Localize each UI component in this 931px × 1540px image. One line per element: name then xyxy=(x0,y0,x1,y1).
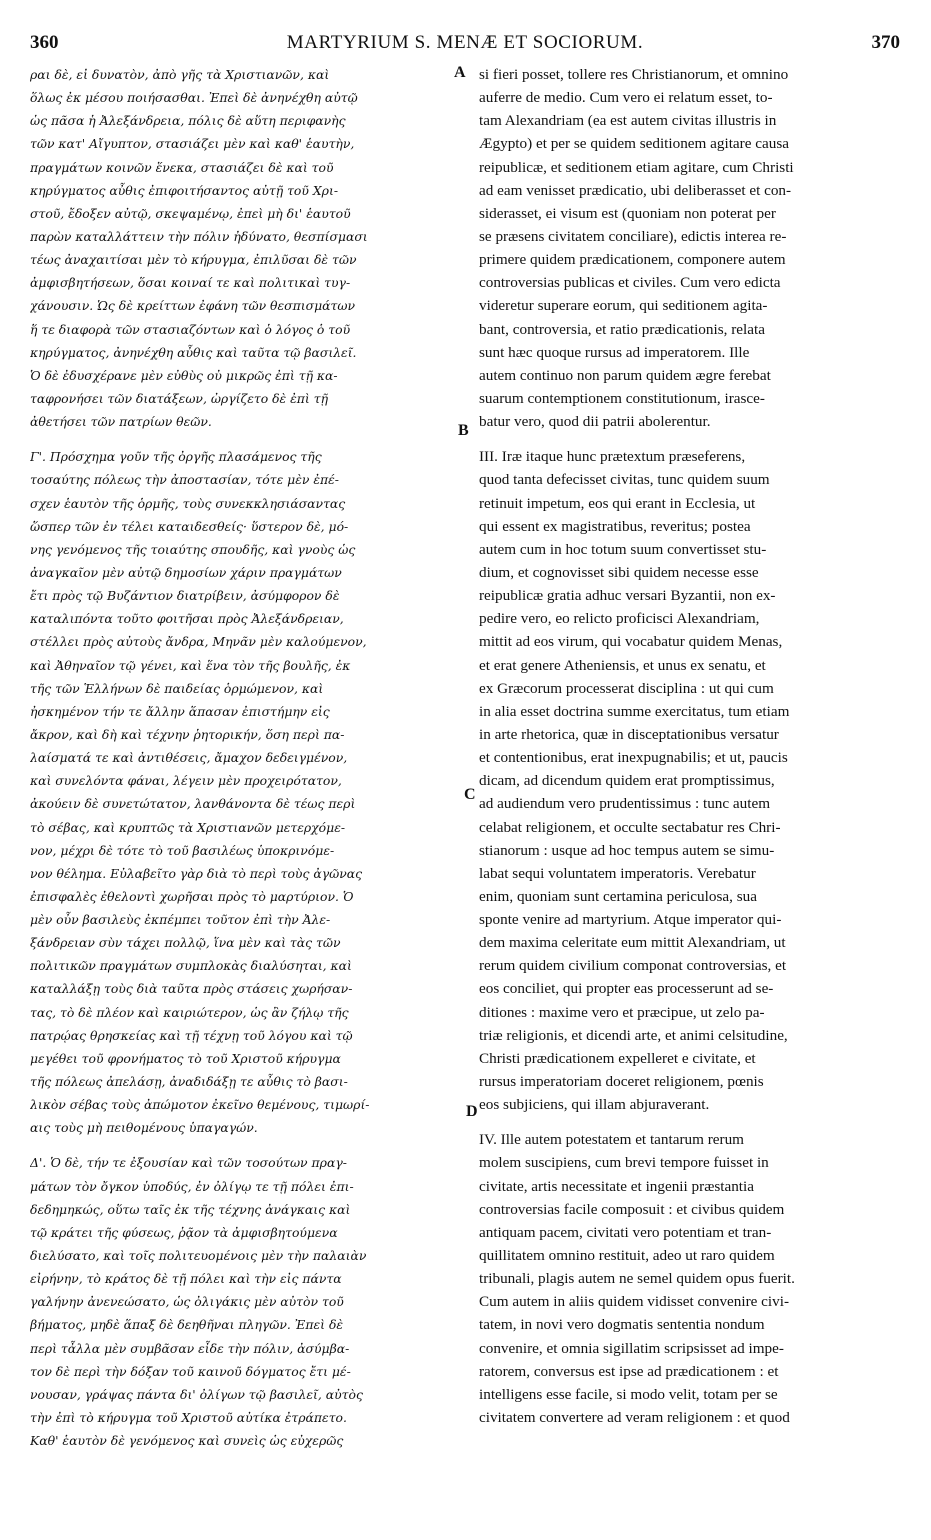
greek-line: ὡς πᾶσα ἡ Ἀλεξάνδρεια, πόλις δὲ αὕτη περιφανὴς xyxy=(30,113,346,129)
greek-paragraph xyxy=(30,63,448,433)
latin-line: retinuit impetum, eos qui erant in Ecclesia, ut xyxy=(479,494,756,512)
greek-line: τῷ κράτει τῆς φύσεως, ῥᾷον τὰ ἀμφισβητούμενα xyxy=(30,1224,338,1240)
latin-line: primere quidem prædicationem, componere autem xyxy=(479,251,786,269)
latin-line: quod tanta defecisset civitas, tunc quidem suum xyxy=(479,471,770,489)
greek-line: κηρύγματος αὖθις ἐπιφοιτήσαντος αὐτῇ τοῦ Χρι- xyxy=(30,182,339,198)
greek-line: ἔτι πρὸς τῷ Βυζάντιον διατρίβειν, ἀσύμφορον δὲ xyxy=(30,588,340,604)
greek-line: τῆς πόλεως ἀπελάσῃ, ἀναδιδάξῃ τε αὖθις τὸ βασι- xyxy=(30,1074,348,1090)
latin-line: controversias publicas et civiles. Cum vero edicta xyxy=(479,274,781,292)
greek-line: πραγμάτων κοινῶν ἕνεκα, στασιάζει δὲ καὶ τοῦ xyxy=(30,159,334,175)
latin-line: tam Alexandriam (ea est autem civitas illustris in xyxy=(479,112,777,130)
greek-line: σχεν ἑαυτὸν τῆς ὁρμῆς, τοὺς συνεκκλησιάσαντας xyxy=(30,495,346,511)
greek-line: ἄκρον, καὶ δὴ καὶ τέχνην ῥητορικήν, ὅση περὶ πα- xyxy=(30,726,345,742)
latin-line: bant, controversia, et ratio prædicationis, relata xyxy=(479,320,765,338)
greek-paragraph xyxy=(30,1151,448,1452)
greek-line: Γ'. Πρόσχημα γοῦν τῆς ὀργῆς πλασάμενος τῆς xyxy=(30,449,322,465)
greek-line: ἥ τε διαφορὰ τῶν στασιαζόντων καὶ ὁ λόγος ὁ τοῦ xyxy=(30,321,351,337)
greek-line: λικὸν σέβας τοὺς ἀπώμοτον ἐκεῖνο θεμένους, τιμωρί- xyxy=(30,1097,370,1113)
latin-line: intelligens esse facile, si modo velit, totam per se xyxy=(479,1385,778,1403)
latin-line: rursus imperatoriam doceret religionem, pœnis xyxy=(479,1073,764,1091)
greek-line: ἀθετήσει τῶν πατρίων θεῶν. xyxy=(30,414,212,430)
latin-line: labat sequi voluntatem imperatoris. Verebatur xyxy=(479,864,756,882)
latin-line: siderasset, ei visum est (quoniam non poterat per xyxy=(479,204,776,222)
greek-line: δεδημηκώς, οὕτω ταῖς ἐκ τῆς τέχνης ἀνάγκαις καὶ xyxy=(30,1201,351,1217)
greek-line: στοῦ, ἔδοξεν αὐτῷ, σκεψαμένῳ, ἐπεὶ μὴ δι' ἑαυτοῦ xyxy=(30,205,351,221)
latin-line: Christi prædicationem expelleret e civitate, et xyxy=(479,1049,756,1067)
greek-line: ἀμφισβητήσεων, ὅσαι κοιναί τε καὶ πολιτικαὶ τυγ- xyxy=(30,275,351,291)
greek-line: αις τοὺς μὴ πειθομένους ὑπαγαγών. xyxy=(30,1120,258,1136)
latin-line: in alia esset doctrina summe exercitatus, tum etiam xyxy=(479,702,790,720)
greek-line: διελύσατο, καὶ τοῖς πολιτευομένοις μὲν τὴν παλαιὰν xyxy=(30,1248,367,1264)
greek-line: ταφρονήσει τῶν διατάξεων, ὠργίζετο δὲ ἐπὶ τῇ xyxy=(30,390,329,406)
latin-line: rerum quidem civilium componat controversias, et xyxy=(479,957,787,975)
greek-line: νης γενόμενος τῆς τοιαύτης σπουδῆς, καὶ γνοὺς ὡς xyxy=(30,541,356,557)
greek-line: τὸ σέβας, καὶ κρυπτῶς τὰ Χριστιανῶν μετερχόμε- xyxy=(30,819,346,835)
latin-line: videretur superare eorum, qui seditionem agita- xyxy=(479,297,768,315)
greek-line: τῶν κατ' Αἴγυπτον, στασιάζει μὲν καὶ καθ' ἑαυτὴν, xyxy=(30,136,355,152)
page-title: MARTYRIUM S. MENÆ ET SOCIORUM. xyxy=(286,32,644,53)
latin-paragraph xyxy=(479,1128,905,1429)
latin-line: enim, quoniam sunt certamina periculosa, sua xyxy=(479,887,757,905)
latin-line: ditiones : maxime vero et præcipue, ut zelo pa- xyxy=(479,1003,765,1021)
greek-line: τῆς τῶν Ἑλλήνων δὲ παιδείας ὁρμώμενον, καὶ xyxy=(30,680,324,696)
latin-paragraph xyxy=(479,445,905,1116)
latin-line: tribunali, plagis autem ne semel quidem opus fuerit. xyxy=(479,1270,795,1288)
greek-line: Δ'. Ὁ δὲ, τήν τε ἐξουσίαν καὶ τῶν τοσούτων πραγ- xyxy=(30,1155,347,1171)
margin-marker-d: D xyxy=(466,1103,478,1120)
latin-line: mittit ad eos virum, qui vocabatur quidem Menas, xyxy=(479,633,783,651)
latin-line: convenire, et omnia sigillatim scripsisset ad impe- xyxy=(479,1339,784,1357)
latin-line: auferre de medio. Cum vero ei relatum esset, to- xyxy=(479,89,773,107)
running-header xyxy=(30,32,900,58)
latin-line: se præsens civitatem conciliare), edictis interea re- xyxy=(479,227,787,245)
latin-line: reipublicæ, et seditionem etiam agitare, cum Christi xyxy=(479,158,794,176)
greek-line: ὅλως ἐκ μέσου ποιήσασθαι. Ἐπεὶ δὲ ἀνηνέχθη αὐτῷ xyxy=(30,90,358,106)
latin-line: eos subjiciens, qui illam abjuraverant. xyxy=(479,1096,710,1114)
greek-line: καὶ Ἀθηναῖον τῷ γένει, καὶ ἕνα τὸν τῆς βουλῆς, ἐκ xyxy=(30,657,351,673)
greek-paragraph xyxy=(30,445,448,1139)
greek-line: τὴν ἐπὶ τὸ κήρυγμα τοῦ Χριστοῦ αὐτίκα ἐτράπετο. xyxy=(30,1410,347,1426)
greek-line: καταλιπόντα τοῦτο φοιτῆσαι πρὸς Ἀλεξάνδρειαν, xyxy=(30,611,344,627)
latin-line: III. Iræ itaque hunc prætextum præseferens, xyxy=(479,448,746,466)
page-number-right: 370 xyxy=(871,32,900,53)
greek-line: ξάνδρειαν σὺν τάχει πολλῷ, ἵνα μὲν καὶ τὰς τῶν xyxy=(30,935,341,951)
latin-line: batur vero, quod dii patrii abolerentur. xyxy=(479,413,711,431)
margin-marker-a: A xyxy=(454,64,466,81)
greek-line: λαίσματά τε καὶ ἀντιθέσεις, ἄμαχον δεδειγμένον, xyxy=(30,750,348,766)
greek-line: καταλλάξῃ τοὺς διὰ ταῦτα πρὸς στάσεις χωρήσαν- xyxy=(30,981,353,997)
latin-line: dicam, ad dicendum quidem erat promptissimus, xyxy=(479,772,775,790)
greek-line: μὲν οὖν βασιλεὺς ἐκπέμπει τοῦτον ἐπὶ τὴν Ἀλε- xyxy=(30,912,331,928)
latin-line: antiquam pacem, civitati vero potentiam et tran- xyxy=(479,1223,772,1241)
greek-line: στέλλει πρὸς αὐτοὺς ἄνδρα, Μηνᾶν μὲν καλούμενον, xyxy=(30,634,367,650)
latin-line: sunt hæc quoque rursus ad imperatorem. Ille xyxy=(479,343,750,361)
greek-line: Καθ' ἑαυτὸν δὲ γενόμενος καὶ συνεὶς ὡς εὐχερῶς xyxy=(30,1433,344,1449)
greek-line: ἀναγκαῖον μὲν αὐτῷ δημοσίων χάριν πραγμάτων xyxy=(30,564,342,580)
greek-text-column xyxy=(30,63,448,1452)
latin-line: pedire vero, eo relicto proficisci Alexandriam, xyxy=(479,610,760,628)
page-number-left: 360 xyxy=(30,32,59,53)
greek-line: ἐπισφαλὲς ἐθελοντὶ χωρῆσαι πρὸς τὸ μαρτύριον. Ὁ xyxy=(30,888,354,904)
greek-line: καὶ συνελόντα φάναι, λέγειν μὲν προχειρότατον, xyxy=(30,773,342,789)
greek-line: ἠσκημένον τήν τε ἄλλην ἅπασαν ἐπιστήμην εἰς xyxy=(30,703,330,719)
greek-line: γαλήνην ἀνενεώσατο, ὡς ὀλιγάκις μὲν αὐτὸν τοῦ xyxy=(30,1294,344,1310)
greek-line: χάνουσιν. Ὡς δὲ κρείττων ἐφάνη τῶν θεσπισμάτων xyxy=(30,298,355,314)
greek-line: παρὼν καταλλάττειν τὴν πόλιν ἠδύνατο, θεσπίσμασι xyxy=(30,228,368,244)
greek-line: κηρύγματος, ἀνηνέχθη αὖθις καὶ ταῦτα τῷ βασιλεῖ. xyxy=(30,344,357,360)
latin-line: et erat genere Atheniensis, et unus ex senatu, et xyxy=(479,656,766,674)
greek-line: νον θέλημα. Εὐλαβεῖτο γὰρ διὰ τὸ περὶ τοὺς ἀγῶνας xyxy=(30,865,363,881)
latin-line: molem suscipiens, cum brevi tempore fuisset in xyxy=(479,1154,769,1172)
greek-line: νον, μέχρι δὲ τότε τὸ τοῦ βασιλέως ὑποκρινόμε- xyxy=(30,842,335,858)
greek-line: πολιτικῶν πραγμάτων συμπλοκὰς διαλύσηται, καὶ xyxy=(30,958,352,974)
latin-line: reipublicæ gratia adhuc versari Byzantii, non ex- xyxy=(479,587,776,605)
greek-line: μεγέθει τοῦ φρονήματος τὸ τοῦ Χριστοῦ κήρυγμα xyxy=(30,1050,341,1066)
latin-line: et contentionibus, erat inexpugnabilis; et ut, paucis xyxy=(479,749,788,767)
latin-line: dium, et cognovisset sibi quidem necesse esse xyxy=(479,563,759,581)
latin-text-column xyxy=(479,63,905,1429)
latin-line: ex Græcorum processerat disciplina : ut qui cum xyxy=(479,679,774,697)
latin-line: ad audiendum vero prudentissimus : tunc autem xyxy=(479,795,771,813)
latin-line: celabat religionem, et occulte sectabatur res Chri- xyxy=(479,818,781,836)
latin-line: autem cum in hoc totum suum convertisset stu- xyxy=(479,540,767,558)
margin-marker-b: B xyxy=(458,422,469,439)
greek-line: τας, τὸ δὲ πλέον καὶ καιριώτερον, ὡς ἂν ζήλῳ τῆς xyxy=(30,1004,349,1020)
latin-line: civitate, artis necessitate et ingenii præstantia xyxy=(479,1177,754,1195)
latin-line: eos conciliet, qui propter eas processerunt ad se- xyxy=(479,980,774,998)
latin-paragraph xyxy=(479,63,905,433)
margin-marker-c: C xyxy=(464,786,476,803)
greek-line: περὶ τἆλλα μὲν συμβᾶσαν εἶδε τὴν πόλιν, ἀσύμβα- xyxy=(30,1340,350,1356)
greek-line: μάτων τὸν ὄγκον ὑποδύς, ἐν ὀλίγῳ τε τῇ πόλει ἐπι- xyxy=(30,1178,354,1194)
latin-line: Cum autem in aliis quidem vidisset convenire civi- xyxy=(479,1293,790,1311)
greek-line: ὥσπερ τῶν ἐν τέλει καταιδεσθείς· ὕστερον δὲ, μό- xyxy=(30,518,349,534)
latin-line: tatem, in novi vero dogmatis sententia nondum xyxy=(479,1316,765,1334)
greek-line: εἰρήνην, τὸ κράτος δὲ τῇ πόλει καὶ τὴν εἰς πάντα xyxy=(30,1271,342,1287)
latin-line: IV. Ille autem potestatem et tantarum rerum xyxy=(479,1131,744,1149)
latin-line: in arte rhetorica, quæ in disceptationibus versatur xyxy=(479,725,779,743)
greek-line: Ὁ δὲ ἐδυσχέρανε μὲν εὐθὺς οὐ μικρῶς ἐπὶ τῇ κα- xyxy=(30,367,338,383)
latin-line: triæ religionis, et dicendi arte, et animi celsitudine, xyxy=(479,1026,788,1044)
latin-line: civitatem convertere ad veram religionem : et quod xyxy=(479,1409,790,1427)
greek-line: τον δὲ περὶ τὴν δόξαν τοῦ καινοῦ δόγματος ἔτι μέ- xyxy=(30,1363,351,1379)
latin-line: ratorem, conversus est ipse ad prædicationem : et xyxy=(479,1362,779,1380)
latin-line: sponte venire ad martyrium. Atque imperator qui- xyxy=(479,911,782,929)
greek-line: τέως ἀναχαιτίσαι μὲν τὸ κήρυγμα, ἐπιλῦσαι δὲ τῶν xyxy=(30,252,357,268)
greek-line: ραι δὲ, εἰ δυνατὸν, ἀπὸ γῆς τὰ Χριστιανῶν, καὶ xyxy=(30,67,330,82)
latin-line: qui essent ex magistratibus, reveritus; postea xyxy=(479,517,751,535)
greek-line: νουσαν, γράψας πάντα δι' ὀλίγων τῷ βασιλεῖ, αὐτὸς xyxy=(30,1386,363,1402)
latin-line: controversias facile composuit : et civibus quidem xyxy=(479,1200,785,1218)
latin-line: autem continuo non parum quidem ægre ferebat xyxy=(479,366,771,384)
greek-line: πατρῴας θρησκείας καὶ τῇ τέχνῃ τοῦ λόγου καὶ τῷ xyxy=(30,1027,353,1043)
latin-line: dem maxima celeritate eum mittit Alexandriam, ut xyxy=(479,934,786,952)
greek-line: τοσαύτης πόλεως τὴν ἀποστασίαν, τότε μὲν ἐπέ- xyxy=(30,472,339,488)
latin-line: si fieri posset, tollere res Christianorum, et omnino xyxy=(479,66,789,83)
latin-line: Ægypto) et per se quidem seditionem agitare causa xyxy=(479,135,789,153)
latin-line: stianorum : usque ad hoc tempus autem se simu- xyxy=(479,841,775,859)
latin-line: suarum contemptionem constitutionum, irasce- xyxy=(479,389,765,407)
latin-line: ad eam venisset prædicatio, ubi deliberasset et con- xyxy=(479,181,792,199)
greek-line: ἀκούειν δὲ συνετώτατον, λανθάνοντα δὲ τέως περὶ xyxy=(30,796,356,812)
latin-line: quillitatem omnino restituit, adeo ut raro quidem xyxy=(479,1247,775,1265)
greek-line: βήματος, μηδὲ ἅπαξ δὲ δεηθῆναι πληγῶν. Ἐπεὶ δὲ xyxy=(30,1317,344,1333)
